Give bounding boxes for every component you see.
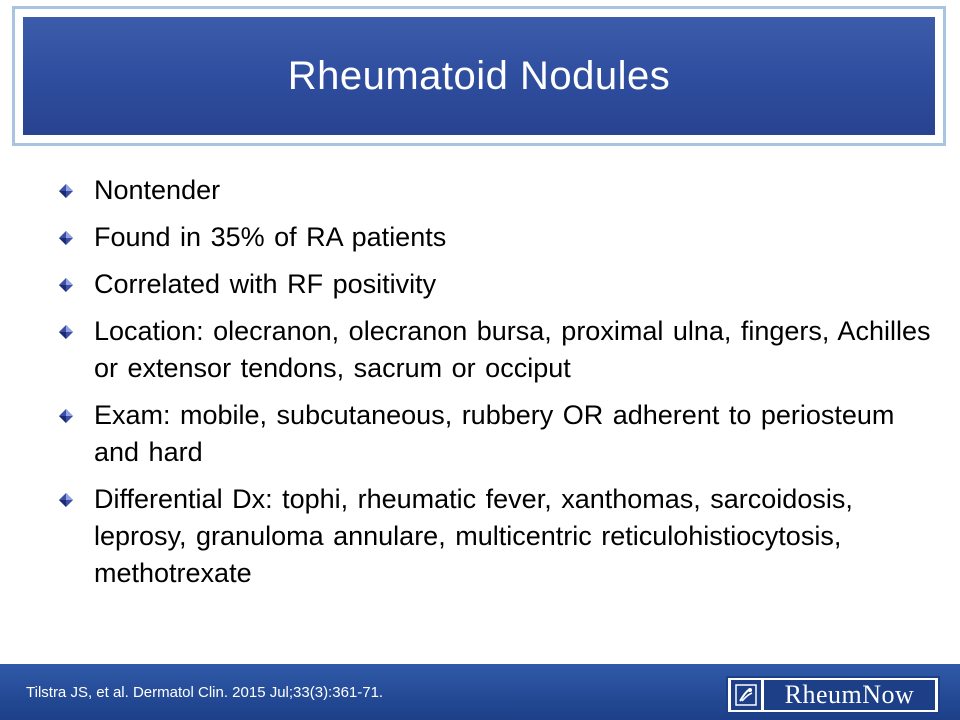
bullet-text: Differential Dx: tophi, rheumatic fever, xanthomas, sarcoidosis, leprosy, granuloma annulare, multicentric reticulohistiocytosis, methotrexate <box>94 484 853 588</box>
logo-wordmark: RheumNow <box>764 680 935 710</box>
diamond-bullet-icon <box>58 230 74 246</box>
bullet-list <box>58 172 948 602</box>
diamond-bullet-icon <box>58 277 74 293</box>
rheumnow-logo-mark-icon <box>731 680 761 710</box>
slide-title: Rheumatoid Nodules <box>287 53 671 98</box>
title-banner <box>12 6 946 146</box>
diamond-bullet-icon <box>58 183 74 199</box>
bullet-item <box>58 397 948 471</box>
bullet-item <box>58 481 948 592</box>
bullet-text: Correlated with RF positivity <box>94 269 437 299</box>
bullet-item <box>58 313 948 387</box>
bullet-text: Location: olecranon, olecranon bursa, proximal ulna, fingers, Achilles or extensor tendons, sacrum or occiput <box>94 316 931 383</box>
bullet-text: Exam: mobile, subcutaneous, rubbery OR adherent to periosteum and hard <box>94 400 895 467</box>
title-band <box>23 17 935 135</box>
bullet-text: Nontender <box>94 175 221 205</box>
footer-bar <box>0 664 960 720</box>
diamond-bullet-icon <box>58 324 74 340</box>
diamond-bullet-icon <box>58 492 74 508</box>
bullet-item <box>58 266 948 303</box>
bullet-item <box>58 219 948 256</box>
bullet-item <box>58 172 948 209</box>
diamond-bullet-icon <box>58 408 74 424</box>
citation-text: Tilstra JS, et al. Dermatol Clin. 2015 Jul;33(3):361-71. <box>26 684 384 701</box>
bullet-text: Found in 35% of RA patients <box>94 222 447 252</box>
rheumnow-logo <box>726 676 940 714</box>
